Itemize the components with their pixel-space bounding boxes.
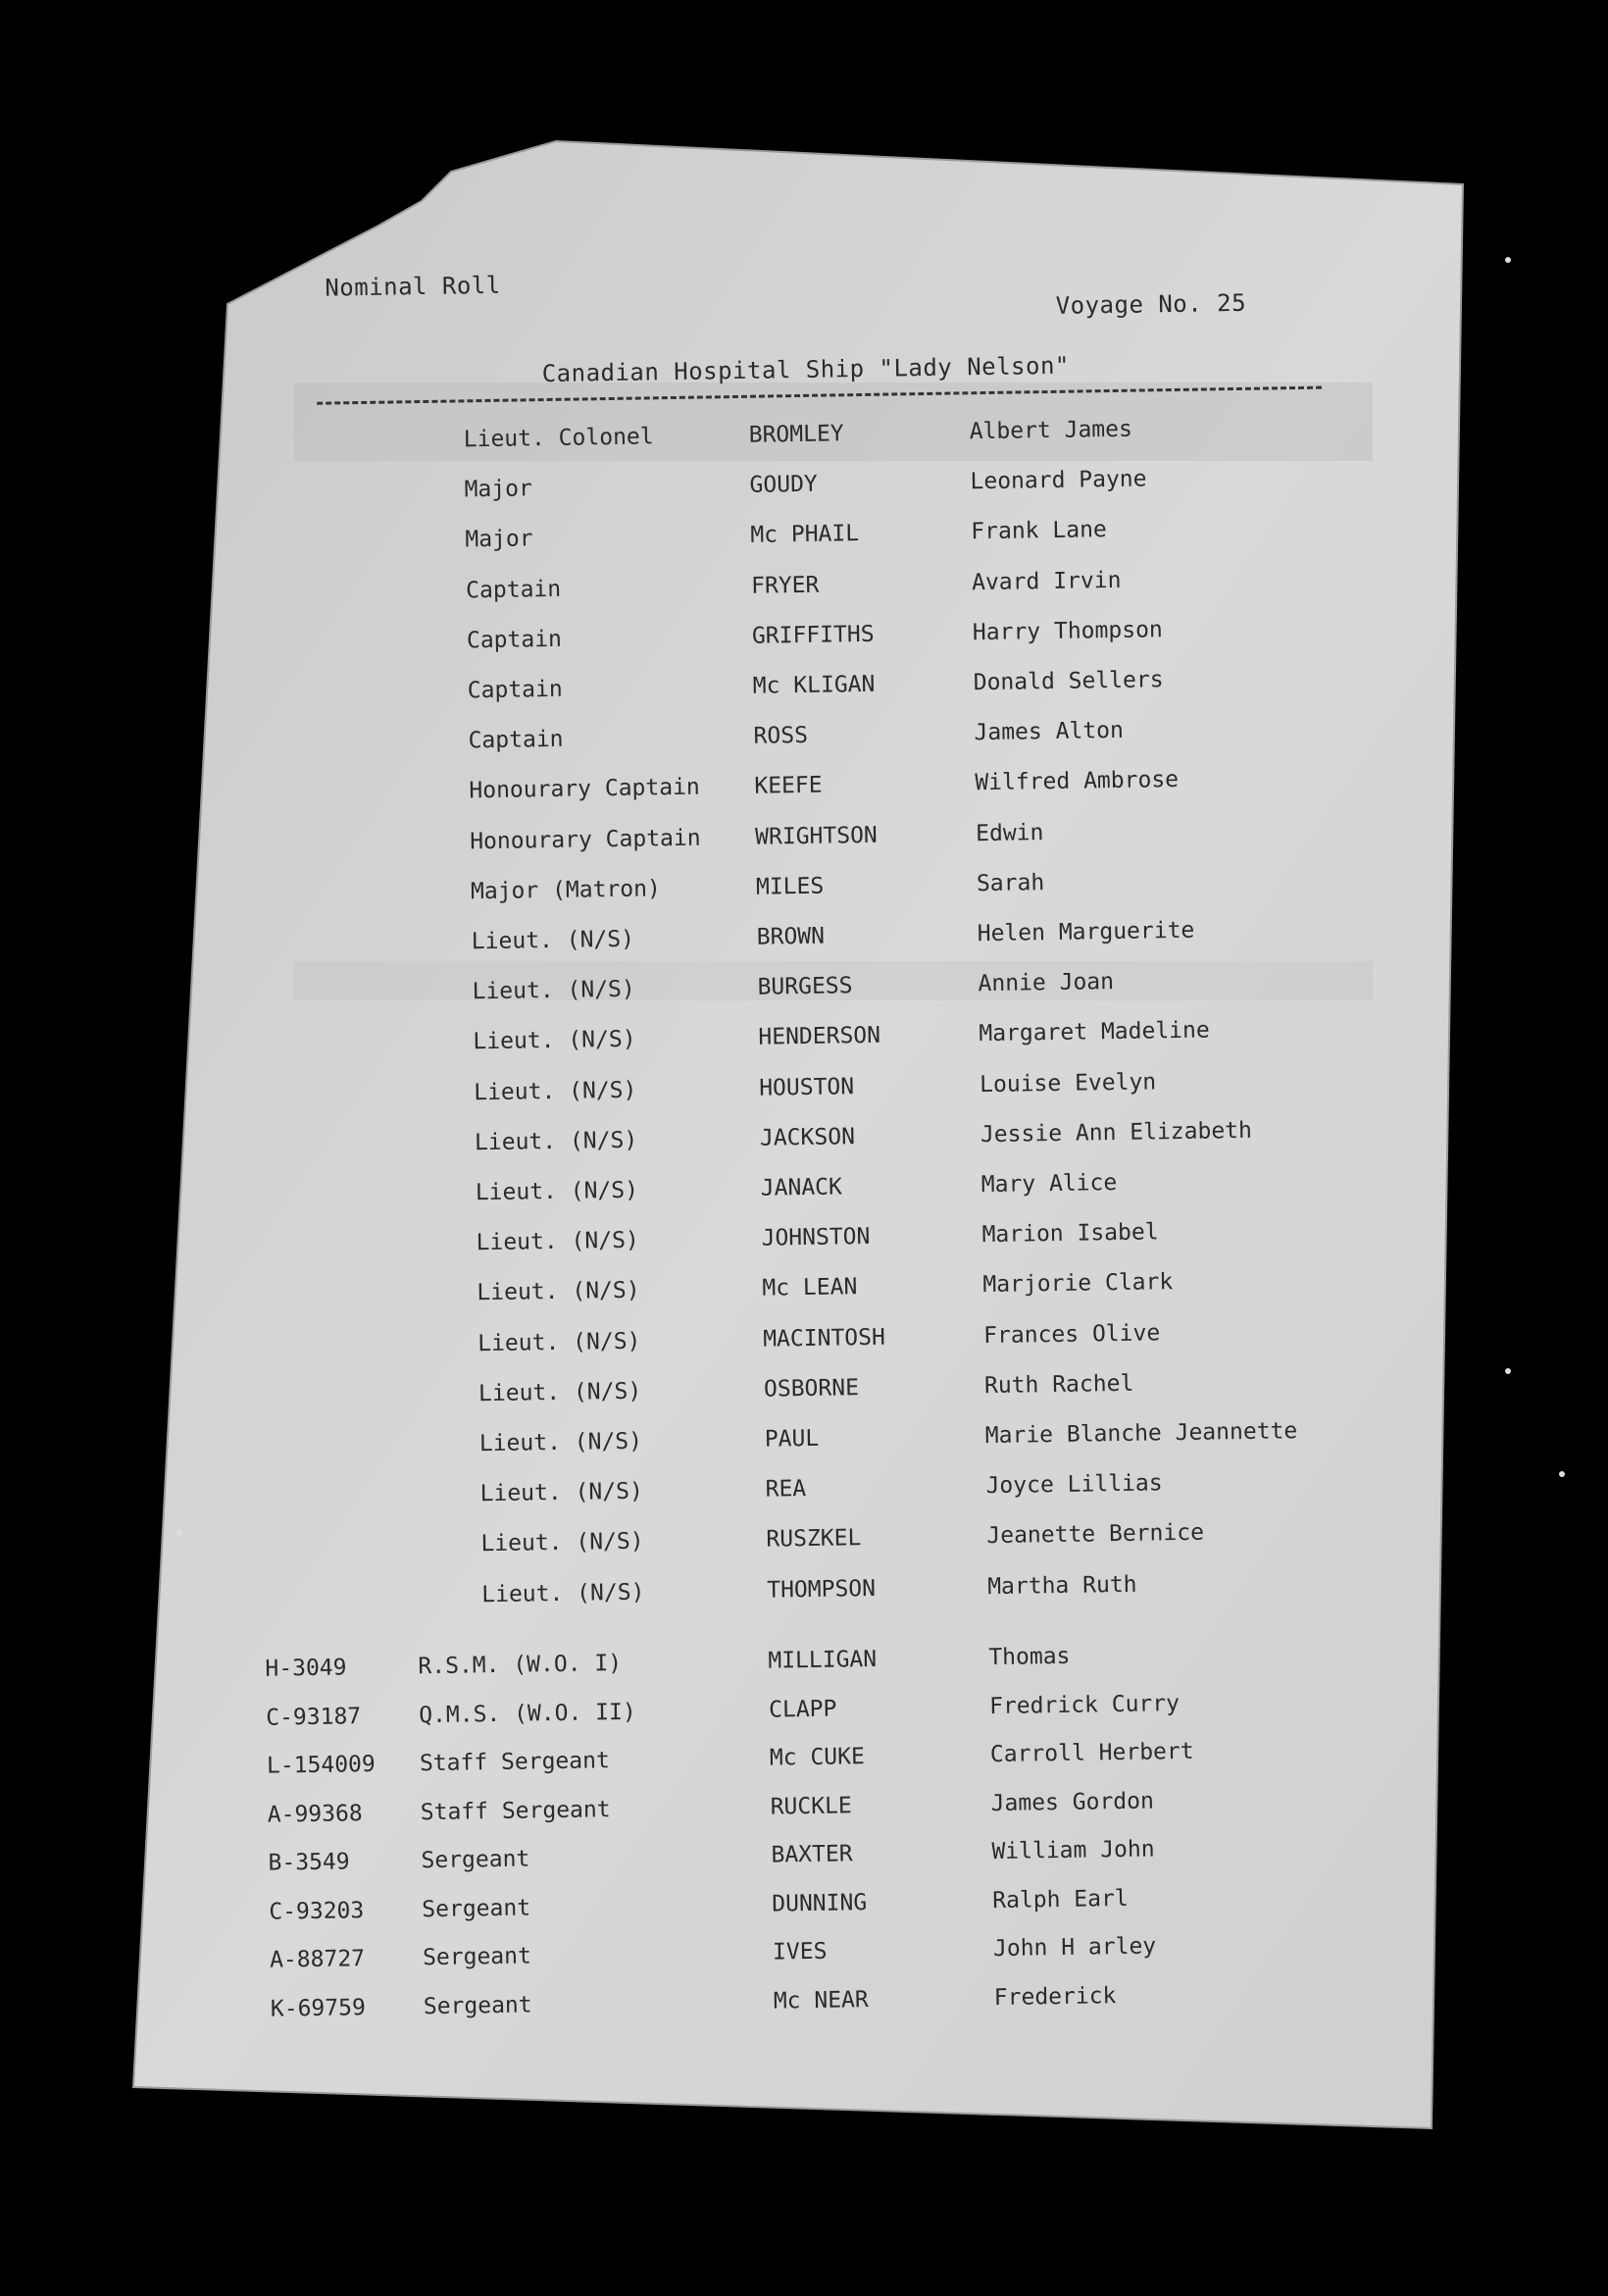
rank-cell: Honourary Captain [469, 775, 700, 804]
roll-row [5, 1413, 1608, 1474]
surname-cell: BROWN [756, 923, 826, 950]
roll-row [6, 1463, 1608, 1524]
roll-row [2, 1212, 1608, 1273]
service-number-cell: B-3549 [268, 1849, 350, 1876]
roll-row [0, 1062, 1607, 1123]
rank-cell: Lieut. (N/S) [474, 1127, 638, 1156]
given-names-cell: Ruth Rachel [983, 1370, 1134, 1399]
roll-row [0, 1112, 1608, 1173]
rank-cell: Lieut. (N/S) [477, 1378, 642, 1407]
rank-cell: Captain [465, 576, 562, 603]
surname-cell: RUCKLE [770, 1792, 852, 1820]
rank-cell: Sergeant [422, 1894, 531, 1922]
given-names-cell: Ralph Earl [992, 1885, 1129, 1913]
rank-cell: Q.M.S. (W.O. II) [418, 1699, 636, 1728]
service-number-cell: C-93187 [266, 1703, 362, 1731]
service-number-cell: L-154009 [266, 1751, 376, 1779]
given-names-cell: Edwin [975, 819, 1044, 846]
ship-title: Canadian Hospital Ship "Lady Nelson" [541, 351, 1071, 388]
given-names-cell: Avard Irvin [971, 567, 1122, 595]
rank-cell: Lieut. (N/S) [472, 976, 635, 1005]
given-names-cell: Margaret Madeline [979, 1017, 1210, 1047]
surname-cell: OSBORNE [763, 1374, 860, 1403]
given-names-cell: Albert James [969, 416, 1133, 445]
given-names-cell: Frederick [993, 1982, 1117, 2011]
rank-cell: Major [464, 476, 533, 503]
roll-row [0, 761, 1603, 822]
roll-row [11, 1781, 1608, 1842]
surname-cell: GOUDY [749, 471, 818, 498]
given-names-cell: Joyce Lillias [985, 1470, 1163, 1500]
given-names-cell: John H arley [992, 1933, 1157, 1963]
roll-row [12, 1878, 1608, 1939]
roll-row [0, 811, 1603, 872]
surname-cell: CLAPP [768, 1696, 837, 1723]
surname-cell: GRIFFITHS [751, 621, 875, 649]
document-label: Nominal Roll [325, 271, 501, 302]
given-names-cell: Helen Marguerite [977, 917, 1195, 947]
service-number-cell: A-99368 [267, 1800, 363, 1828]
voyage-number: Voyage No. 25 [1055, 288, 1247, 320]
rank-cell: Lieut. (N/S) [480, 1529, 644, 1557]
surname-cell: MILLIGAN [768, 1646, 878, 1674]
surname-cell: KEEFE [754, 773, 823, 800]
service-number-cell: A-88727 [269, 1946, 366, 1973]
roll-row [0, 459, 1598, 520]
roll-row [4, 1363, 1608, 1424]
service-number-cell: H-3049 [265, 1655, 347, 1682]
rank-cell: Sergeant [423, 1991, 532, 2019]
surname-cell: BAXTER [771, 1841, 853, 1868]
given-names-cell: Donald Sellers [973, 667, 1164, 696]
rank-cell: Lieut. (N/S) [475, 1177, 639, 1206]
surname-cell: HOUSTON [758, 1073, 855, 1101]
surname-cell: PAUL [764, 1425, 820, 1453]
given-names-cell: Wilfred Ambrose [975, 767, 1180, 796]
roll-row [0, 660, 1601, 721]
given-names-cell: James Gordon [990, 1787, 1155, 1816]
given-names-cell: Marie Blanche Jeannette [984, 1418, 1298, 1450]
given-names-cell: James Alton [974, 718, 1125, 746]
rank-cell: Lieut. (N/S) [477, 1278, 640, 1306]
roll-row [0, 560, 1599, 621]
roll-row [3, 1313, 1608, 1374]
given-names-cell: Sarah [976, 869, 1045, 896]
surname-cell: RUSZKEL [766, 1525, 862, 1554]
given-names-cell: Carroll Herbert [989, 1738, 1194, 1768]
roll-row [0, 1012, 1607, 1073]
rank-cell: Lieut. (N/S) [473, 1027, 636, 1055]
roll-row [13, 1926, 1608, 1987]
rank-cell: Staff Sergeant [419, 1748, 611, 1777]
scan-speck [1505, 257, 1511, 263]
rank-cell: Lieut. (N/S) [479, 1478, 644, 1507]
roll-row [0, 409, 1597, 470]
rank-cell: Lieut. (N/S) [478, 1428, 643, 1457]
surname-cell: THOMPSON [767, 1575, 877, 1604]
given-names-cell: Mary Alice [980, 1169, 1118, 1199]
roll-row [11, 1829, 1608, 1890]
rank-cell: Lieut. (N/S) [471, 926, 635, 955]
surname-cell: ROSS [753, 723, 809, 749]
surname-cell: Mc KLIGAN [752, 671, 876, 699]
rank-cell: R.S.M. (W.O. I) [418, 1650, 623, 1680]
roll-row [0, 861, 1604, 922]
roll-row [0, 510, 1599, 571]
surname-cell: JACKSON [759, 1123, 856, 1151]
surname-cell: FRYER [750, 572, 820, 599]
scan-speck [1505, 1368, 1511, 1374]
given-names-cell: Jessie Ann Elizabeth [980, 1117, 1253, 1148]
rank-cell: Honourary Captain [470, 825, 701, 854]
surname-cell: JOHNSTON [761, 1224, 871, 1251]
given-names-cell: Jeanette Bernice [986, 1520, 1205, 1550]
given-names-cell: William John [991, 1836, 1155, 1865]
surname-cell: Mc CUKE [769, 1744, 866, 1771]
surname-cell: DUNNING [772, 1889, 868, 1917]
scan-speck [176, 1530, 182, 1536]
rank-cell: Lieut. (N/S) [474, 1077, 637, 1105]
roll-row [0, 710, 1602, 771]
rank-cell: Major (Matron) [470, 876, 662, 905]
service-number-cell: K-69759 [270, 1994, 367, 2022]
given-names-cell: Leonard Payne [970, 466, 1147, 495]
surname-cell: JANACK [760, 1174, 843, 1201]
rank-cell: Major [465, 526, 533, 553]
rank-cell: Staff Sergeant [420, 1796, 611, 1825]
given-names-cell: Frances Olive [982, 1319, 1161, 1349]
rank-cell: Sergeant [421, 1846, 530, 1874]
given-names-cell: Frank Lane [971, 517, 1107, 545]
surname-cell: BROMLEY [748, 421, 844, 448]
rank-cell: Captain [468, 726, 564, 754]
roll-row [1, 1162, 1608, 1223]
surname-cell: IVES [772, 1938, 828, 1965]
given-names-cell: Marjorie Clark [982, 1269, 1174, 1299]
rank-cell: Lieut. (N/S) [476, 1227, 640, 1256]
roll-row [7, 1564, 1608, 1625]
given-names-cell: Harry Thompson [972, 616, 1163, 646]
title-divider [317, 386, 1322, 405]
surname-cell: WRIGHTSON [754, 822, 878, 850]
surname-cell: BURGESS [757, 973, 853, 1000]
given-names-cell: Marion Isabel [981, 1219, 1159, 1249]
surname-cell: MACINTOSH [763, 1324, 886, 1352]
given-names-cell: Louise Evelyn [979, 1068, 1157, 1097]
rank-cell: Captain [466, 626, 563, 654]
roll-row [0, 911, 1605, 972]
surname-cell: Mc PHAIL [750, 521, 860, 549]
rank-cell: Lieut. (N/S) [481, 1579, 645, 1607]
surname-cell: MILES [755, 873, 825, 900]
rank-cell: Lieut. (N/S) [477, 1328, 641, 1356]
given-names-cell: Fredrick Curry [988, 1690, 1181, 1719]
given-names-cell: Thomas [988, 1643, 1071, 1671]
service-number-cell: C-93203 [269, 1897, 365, 1925]
given-names-cell: Annie Joan [978, 969, 1115, 997]
roll-row [0, 610, 1600, 671]
surname-cell: HENDERSON [758, 1023, 881, 1051]
roll-row [0, 961, 1606, 1022]
roll-row [2, 1262, 1608, 1323]
surname-cell: Mc LEAN [762, 1274, 858, 1302]
roll-row [14, 1975, 1608, 2036]
rank-cell: Sergeant [422, 1943, 532, 1971]
roll-row [6, 1513, 1608, 1574]
surname-cell: REA [765, 1476, 807, 1503]
rank-cell: Captain [467, 676, 563, 704]
scan-speck [1559, 1471, 1565, 1477]
given-names-cell: Martha Ruth [987, 1571, 1137, 1600]
surname-cell: Mc NEAR [773, 1986, 869, 2015]
rank-cell: Lieut. Colonel [463, 424, 654, 453]
